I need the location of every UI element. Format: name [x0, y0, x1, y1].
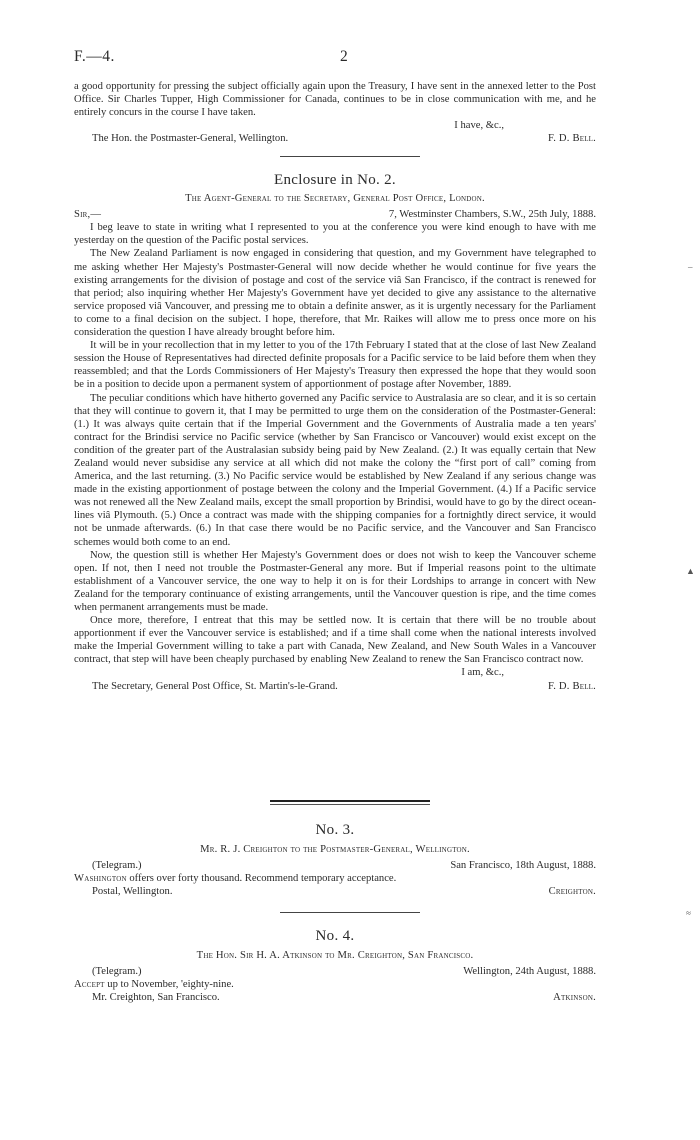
divider-short-2: [0, 912, 700, 913]
no4-place-date: Wellington, 24th August, 1888.: [463, 966, 596, 978]
no3-body-rest: offers over forty thousand. Recommend temporary acceptance.: [126, 873, 397, 885]
enclosure-paragraph: I beg leave to state in writing what I represented to you at the conference you were kind enough to have with me yesterday on the question of the Pacific postal services.: [74, 222, 596, 247]
no4-body-rest: up to November, 'eighty-nine.: [104, 979, 234, 991]
margin-mark: ▲: [686, 566, 695, 576]
intro-signature: F. D. Bell.: [547, 133, 596, 145]
no3-signature: Creighton.: [548, 886, 596, 898]
no4-type-row: [74, 965, 596, 978]
enclosure-signature: F. D. Bell.: [547, 680, 596, 692]
enclosure-paragraph: It will be in your recollection that in my letter to you of the 17th February I stated that at the close of last New Zealand session the House of Representatives had directed definite proposals for a Pacific service to be laid before them when they reassembled; and that the Lords Commissioners of Her Majesty's Treasury then expressed the hope that they would soon be in a position to decide upon a permanent system of apportionment of postage after November, 1889.: [74, 340, 596, 391]
no4-type: (Telegram.): [92, 966, 142, 978]
enclosure-addressee: The Secretary, General Post Office, St. Martin's-le-Grand.: [92, 680, 338, 692]
intro-paragraph: a good opportunity for pressing the subject officially again upon the Treasury, I have sent in the annexed letter to the Post Office. Sir Charles Tupper, High Commissioner for Canada, continues to be in close communication with me, and he entirely concurs in the course I have taken.: [74, 81, 596, 119]
enclosure-paragraph: The New Zealand Parliament is now engaged in considering that question, and my Government have telegraphed to me asking whether Her Majesty's Postmaster-General will now decide whether he would continue for five years the existing arrangements for the division of postage and cost of the service viâ San Francisco, if the contract is renewed for that period; also inquiring whether Her Majesty's Government have yet decided to give any assistance to the alternative service proposed viâ Vancouver, and pressing me to obtain a definite answer, as it is urgently necessary for the Parliament to come to a final decision on the subject. I hope, therefore, that Mr. Raikes will allow me to press once more on his consideration the question I have already brought before him.: [74, 248, 596, 339]
divider-short: [0, 156, 700, 157]
intro-addressee: The Hon. the Postmaster-General, Wellington.: [92, 133, 289, 145]
no4-heading: No. 4.: [315, 928, 355, 944]
no4-signoff-row: [74, 991, 596, 1004]
no3-place-date: San Francisco, 18th August, 1888.: [450, 860, 596, 872]
margin-mark: –: [688, 262, 693, 272]
enclosure-heading: Enclosure in No. 2.: [274, 172, 396, 188]
no4-addressee: Mr. Creighton, San Francisco.: [92, 992, 220, 1004]
intro-closing: I have, &c.,: [454, 120, 504, 132]
no4-body: [74, 978, 596, 991]
no4-body-lead: Accept: [74, 979, 105, 991]
enclosure-section: [74, 174, 596, 693]
enclosure-subheading: The Agent-General to the Secretary, General Post Office, London.: [185, 193, 485, 205]
enclosure-salutation-row: [74, 208, 596, 221]
no3-body: [74, 872, 596, 885]
no3-body-lead: Washington: [74, 873, 127, 885]
no3-heading: No. 3.: [315, 822, 355, 838]
enclosure-paragraph: Once more, therefore, I entreat that this may be settled now. It is certain that there will be no trouble about apportionment if ever the Vancouver service is established; and if a time shall come when the national interests involved make the Imperial Government willing to take a part with Canada, New Zealand, and New South Wales in a Vancouver contract, that step will have been cheaply purchased by enabling New Zealand to renew the San Francisco contract now.: [74, 615, 596, 666]
intro-section: [74, 80, 596, 145]
enclosure-closing: I am, &c.,: [461, 667, 504, 679]
no3-subheading: Mr. R. J. Creighton to the Postmaster-General, Wellington.: [200, 844, 470, 856]
intro-signoff-row: [74, 132, 596, 145]
divider-double: [0, 800, 700, 805]
enclosure-signoff-row: [74, 680, 596, 693]
no4-subheading: The Hon. Sir H. A. Atkinson to Mr. Creighton, San Francisco.: [196, 950, 474, 962]
no3-type-row: [74, 859, 596, 872]
enclosure-paragraph: Now, the question still is whether Her Majesty's Government does or does not wish to keep the Vancouver scheme open. If not, then I need not trouble the Postmaster-General any more. But if Imperial reasons point to the ultimate establishment of a Vancouver service, the one way to help it on is for their Lordships to arrange in concert with New Zealand for the temporary continuance of existing arrangements, until the Vancouver question is ripe, and the time comes when permanent arrangements must be made.: [74, 549, 596, 613]
enclosure-salutation: Sir,—: [74, 209, 102, 221]
no3-type: (Telegram.): [92, 860, 142, 872]
no4-signature: Atkinson.: [553, 992, 596, 1004]
no3-signoff-row: [74, 885, 596, 898]
enclosure-place-date: 7, Westminster Chambers, S.W., 25th July, 1888.: [388, 209, 596, 221]
enclosure-paragraph: The peculiar conditions which have hitherto governed any Pacific service to Australasia are so clear, and it is so certain that they will continue to govern it, that I may be permitted to urge them on the consideration of the Postmaster-General: (1.) It was always quite certain that if the Imperial Government and the Governments of Australia made a ten years' contract for the Brindisi service no Pacific service (whether by San Francisco or Vancouver) would exist except on the condition of the greater part of the Australasian subsidy being paid by New Zealand. (2.) It was equally certain that New Zealand would never subsidise any service at all which did not make the colony the “first port of call” coming from America, and the last returning. (3.) No Pacific service would be established by New Zealand if any serious change was made in the existing apportionment of postage between the colony and the Imperial Government. (4.) If a Pacific service was not renewed all the New Zealand mails, except the small proportion by Brindisi, would have to go by the direct ocean-lines viâ Plymouth. (5.) Once a contract was made with the shipping companies for a fortnightly direct service, it would not be unmade afterwards. (6.) In that case there would be no Pacific service, and the Vancouver and San Francisco schemes would both come to an end.: [74, 392, 596, 548]
page-header-code: F.—4.: [74, 48, 115, 65]
no4-section: [74, 930, 596, 1004]
no3-addressee: Postal, Wellington.: [92, 886, 173, 898]
no3-section: [74, 824, 596, 898]
margin-mark: ≈: [686, 908, 691, 918]
page-number: 2: [340, 48, 349, 65]
